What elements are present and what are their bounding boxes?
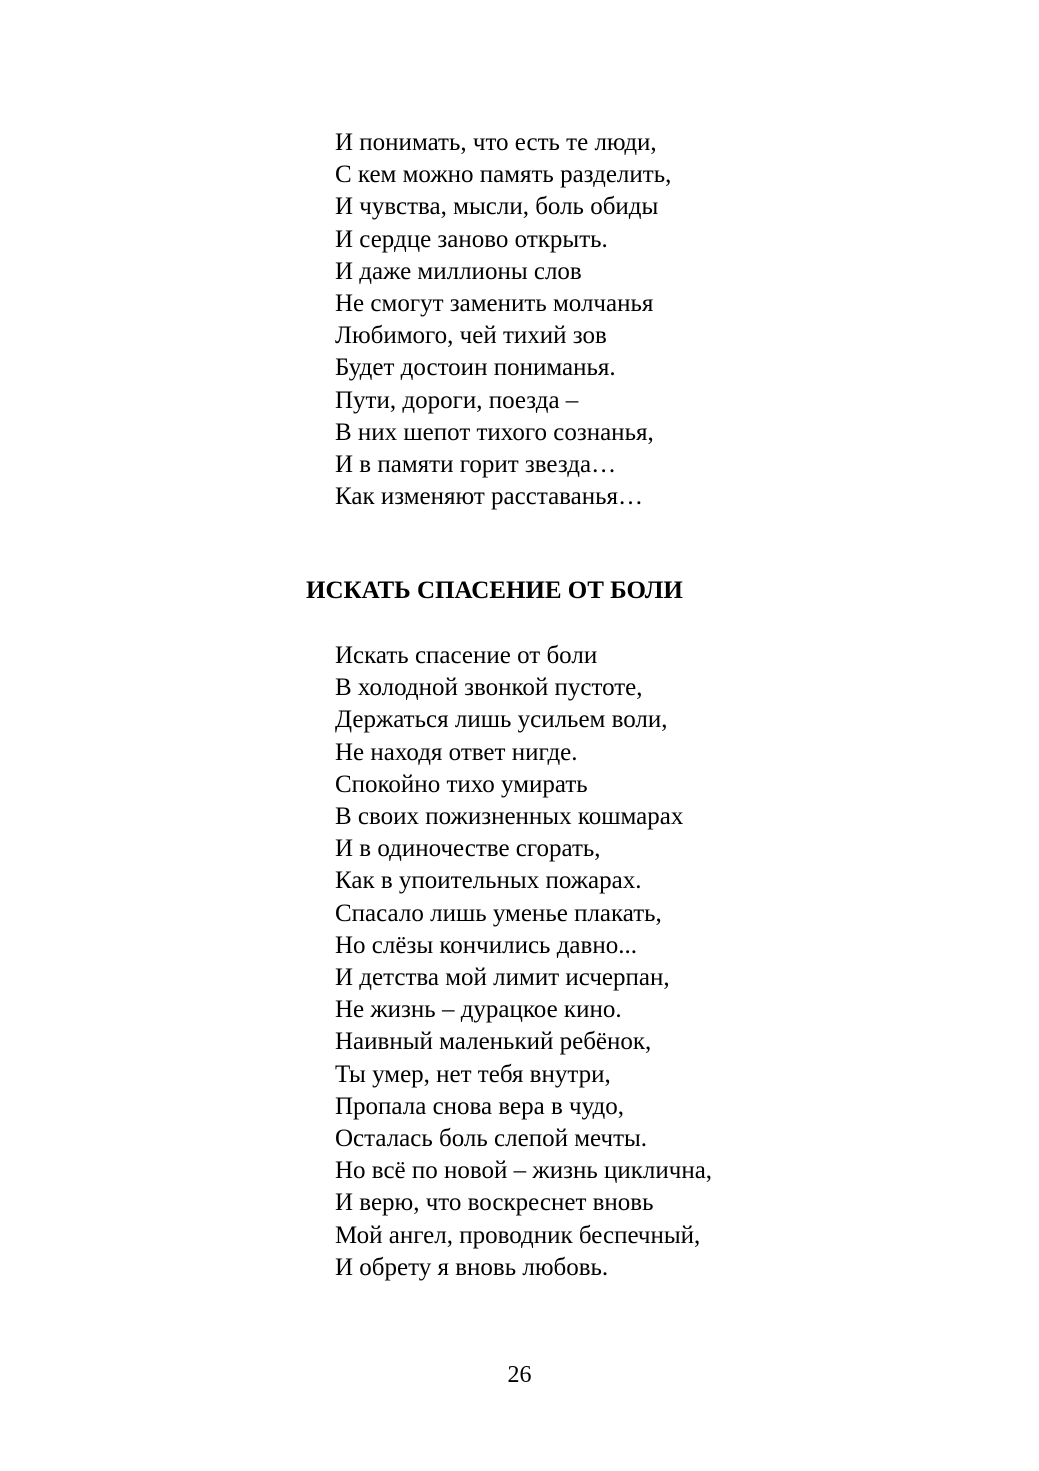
poem-title: ИСКАТЬ СПАСЕНИЕ ОТ БОЛИ [306, 577, 683, 604]
verse-line: И верю, что воскреснет вновь [335, 1189, 654, 1217]
verse-line: Спокойно тихо умирать [335, 770, 588, 798]
verse-line: Держаться лишь усильем воли, [335, 706, 668, 734]
verse-line: Наивный маленький ребёнок, [335, 1028, 652, 1056]
verse-line: Ты умер, нет тебя внутри, [335, 1060, 611, 1088]
verse-line: Пути, дороги, поезда – [335, 386, 579, 414]
verse-line: И даже миллионы слов [335, 257, 582, 285]
verse-line: Искать спасение от боли [335, 642, 598, 669]
verse-line: И чувства, мысли, боль обиды [335, 193, 659, 221]
verse-line: В своих пожизненных кошмарах [335, 803, 684, 831]
verse-line: И понимать, что есть те люди, [335, 129, 657, 156]
poem-body [335, 640, 712, 1284]
verse-line: Как в упоительных пожарах. [335, 867, 642, 895]
verse-line: Спасало лишь уменье плакать, [335, 899, 662, 927]
poem-continuation [335, 127, 671, 513]
verse-line: Будет достоин пониманья. [335, 354, 616, 382]
verse-line: Мой ангел, проводник беспечный, [335, 1221, 701, 1249]
verse-line: С кем можно память разделить, [335, 161, 672, 189]
verse-line: Но слёзы кончились давно... [335, 931, 637, 959]
verse-line: И в памяти горит звезда… [335, 451, 617, 479]
verse-line: И детства мой лимит исчерпан, [335, 964, 670, 992]
verse-line: В холодной звонкой пустоте, [335, 674, 643, 702]
page-number: 26 [507, 1362, 532, 1388]
verse-line: В них шепот тихого сознанья, [335, 418, 654, 446]
verse-line: Но всё по новой – жизнь циклична, [335, 1157, 713, 1185]
verse-line: Любимого, чей тихий зов [335, 322, 607, 350]
verse-line: И сердце заново открыть. [335, 225, 608, 253]
verse-line: И обрету я вновь любовь. [335, 1253, 609, 1281]
verse-line: И в одиночестве сгорать, [335, 835, 601, 863]
verse-line: Осталась боль слепой мечты. [335, 1125, 648, 1153]
verse-line: Не смогут заменить молчанья [335, 290, 654, 318]
verse-line: Пропала снова вера в чудо, [335, 1092, 624, 1120]
verse-line: Не жизнь – дурацкое кино. [335, 996, 622, 1024]
verse-line: Не находя ответ нигде. [335, 738, 578, 766]
verse-line: Как изменяют расставанья… [335, 483, 644, 511]
